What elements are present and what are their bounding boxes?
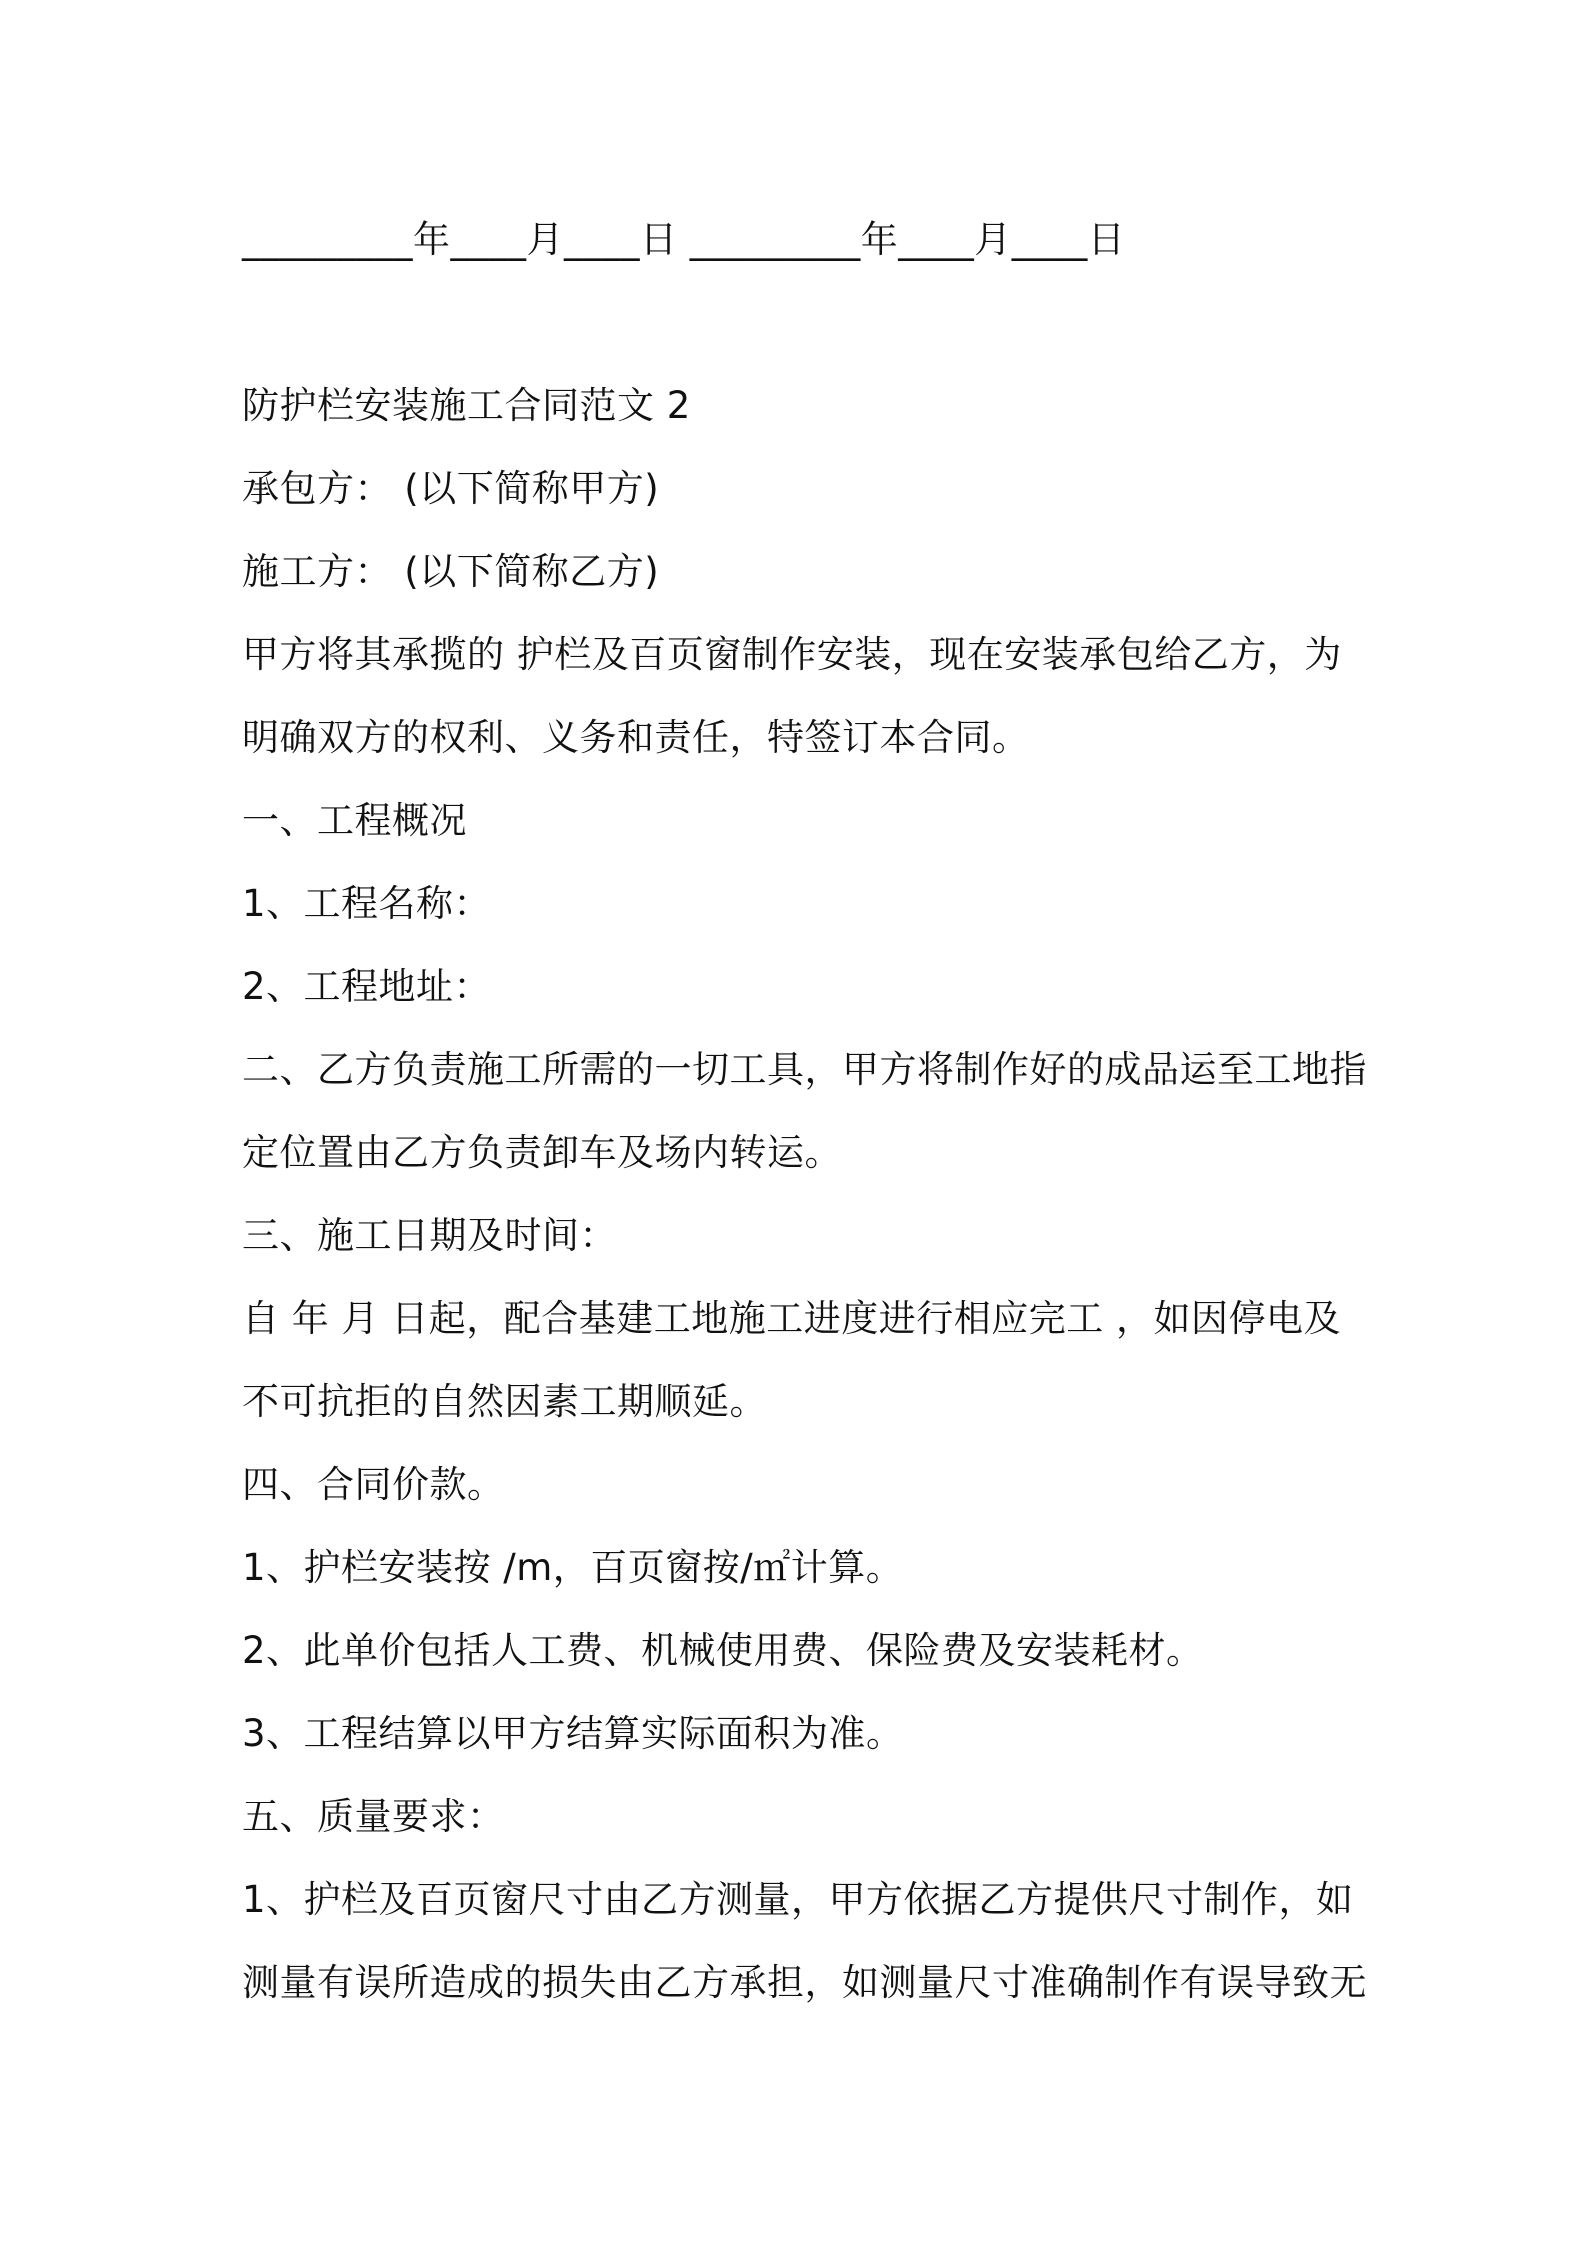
paragraph-line: 3、工程结算以甲方结算实际面积为准。: [242, 1712, 904, 1755]
section-heading: 二、乙方负责施工所需的一切工具，甲方将制作好的成品运至工地指: [242, 1048, 1367, 1091]
paragraph-line: 自 年 月 日起，配合基建工地施工进度进行相应完工 ，如因停电及: [242, 1297, 1342, 1340]
paragraph-line: 1、护栏及百页窗尺寸由乙方测量，甲方依据乙方提供尺寸制作，如: [242, 1878, 1354, 1921]
section-heading: 四、合同价款。: [242, 1463, 505, 1506]
document-title: 防护栏安装施工合同范文 2: [242, 384, 691, 427]
section-heading: 三、施工日期及时间：: [242, 1214, 617, 1257]
paragraph-line: 不可抗拒的自然因素工期顺延。: [242, 1380, 767, 1423]
paragraph-line: 1、护栏安装按 /m，百页窗按/㎡计算。: [242, 1546, 904, 1589]
paragraph-line: 明确双方的权利、义务和责任，特签订本合同。: [242, 716, 1030, 759]
paragraph-line: 测量有误所造成的损失由乙方承担，如测量尺寸准确制作有误导致无: [242, 1961, 1367, 2004]
paragraph-line: 2、工程地址：: [242, 965, 492, 1008]
spacer: [242, 281, 1352, 364]
section-heading: 一、工程概况: [242, 799, 467, 842]
document-body: [242, 198, 1367, 2024]
paragraph-line: 施工方： (以下简称乙方): [242, 550, 660, 593]
paragraph-line: 2、此单价包括人工费、机械使用费、保险费及安装耗材。: [242, 1629, 1204, 1672]
paragraph-line: 1、工程名称：: [242, 882, 492, 925]
paragraph-line: 定位置由乙方负责卸车及场内转运。: [242, 1131, 842, 1174]
paragraph-line: 甲方将其承揽的 护栏及百页窗制作安装，现在安装承包给乙方，为: [242, 633, 1342, 676]
section-heading: 五、质量要求：: [242, 1795, 505, 1838]
paragraph-line: 承包方： (以下简称甲方): [242, 467, 660, 510]
signature-date-line: _________年____月____日 _________年____月____日: [242, 218, 1126, 261]
